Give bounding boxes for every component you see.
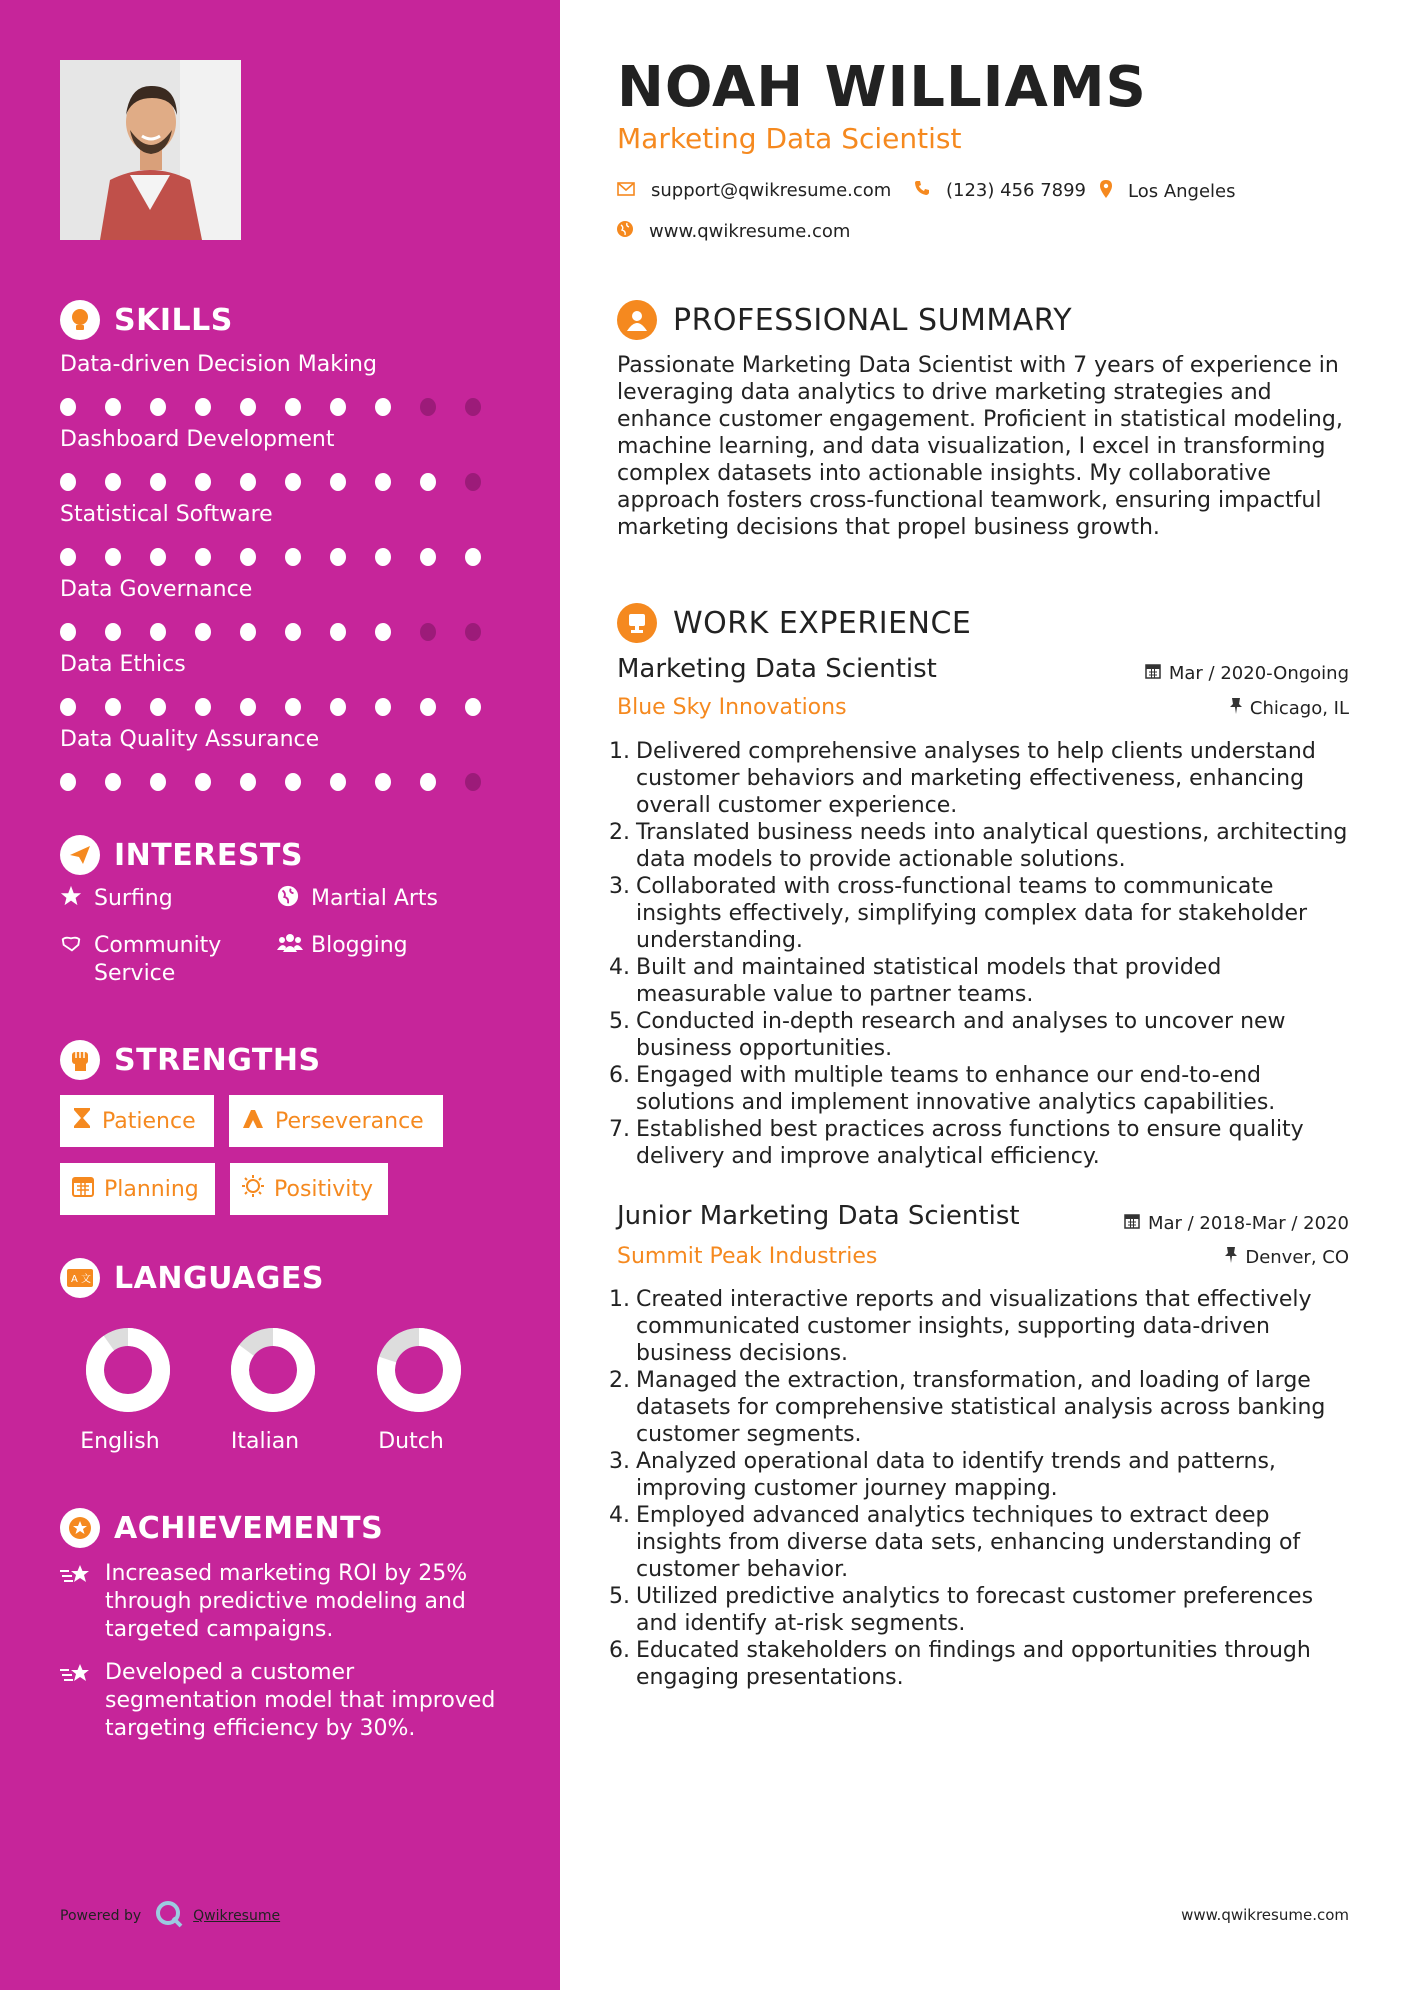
achievement-item: Developed a customer segmentation model that improved targeting efficiency by 30%.: [60, 1659, 500, 1743]
job-duties: [609, 738, 1352, 1170]
skill-dot-filled: [420, 473, 436, 491]
skill-rating: [60, 698, 510, 716]
skill-dot-filled: [330, 698, 346, 716]
skill-dot-filled: [150, 398, 166, 416]
skill-dot-filled: [60, 773, 76, 791]
skill-dot-filled: [285, 398, 301, 416]
skill-dot-filled: [60, 698, 76, 716]
fist-icon: [60, 1040, 100, 1080]
skill-dot-filled: [150, 548, 166, 566]
skill-item: Data Quality Assurance: [60, 727, 510, 791]
interest-item: Surfing: [60, 885, 173, 915]
candidate-name: NOAH WILLIAMS: [617, 55, 1147, 120]
skill-dot-filled: [240, 548, 256, 566]
skill-dot-filled: [375, 623, 391, 641]
skill-dot-filled: [420, 773, 436, 791]
skill-dot-empty: [420, 623, 436, 641]
job-duties: [609, 1286, 1352, 1691]
skill-dot-filled: [195, 398, 211, 416]
skill-dot-empty: [465, 473, 481, 491]
skill-item: Dashboard Development: [60, 427, 510, 491]
skill-dot-filled: [330, 473, 346, 491]
pushpin-icon: [1230, 698, 1250, 719]
duty-item: [609, 1116, 1352, 1170]
map-pin-icon: [1100, 180, 1128, 203]
duty-number: 6.: [609, 1638, 630, 1663]
skill-dot-filled: [420, 698, 436, 716]
duty-number: 4.: [609, 955, 630, 980]
language-item: English: [60, 1325, 180, 1454]
duty-number: 5.: [609, 1584, 630, 1609]
languages-heading: A 文 LANGUAGES: [60, 1258, 324, 1298]
language-item: Italian: [205, 1325, 325, 1454]
svg-text:文: 文: [81, 1274, 91, 1285]
ring-fill: [95, 1337, 161, 1403]
skill-dot-filled: [195, 623, 211, 641]
star-icon: [60, 885, 94, 915]
duty-item: [609, 819, 1352, 873]
skill-dot-filled: [285, 698, 301, 716]
achievements-heading: ACHIEVEMENTS: [60, 1508, 383, 1548]
duty-text: Created interactive reports and visualizations that effectively communicated customer insights, supporting data-driven business decisions.: [636, 1287, 1312, 1366]
job-location: Chicago, IL: [1230, 698, 1349, 719]
calendar-icon: [1124, 1213, 1148, 1234]
interest-item: Community Service: [60, 932, 260, 988]
interest-item: Blogging: [277, 932, 408, 962]
interest-item: Martial Arts: [277, 885, 438, 915]
skill-rating: [60, 473, 510, 491]
duty-number: 6.: [609, 1063, 630, 1088]
duty-item: [609, 1062, 1352, 1116]
skill-dot-filled: [240, 473, 256, 491]
duty-number: 2.: [609, 820, 630, 845]
summary-heading: PROFESSIONAL SUMMARY: [617, 300, 1072, 340]
qwikresume-logo-icon: [155, 1900, 183, 1932]
experience-heading: WORK EXPERIENCE: [617, 603, 971, 643]
skill-dot-filled: [105, 548, 121, 566]
skill-dot-empty: [465, 398, 481, 416]
strength-badge: Perseverance: [229, 1095, 443, 1147]
duty-text: Engaged with multiple teams to enhance our end-to-end solutions and implement innovative analytics capabilities.: [636, 1063, 1276, 1115]
job-dates: Mar / 2020-Ongoing: [1145, 663, 1349, 684]
candidate-role: Marketing Data Scientist: [617, 122, 962, 155]
duty-item: [609, 1583, 1352, 1637]
skill-dot-filled: [150, 698, 166, 716]
skill-dot-filled: [465, 548, 481, 566]
skill-dot-filled: [285, 548, 301, 566]
skill-item: Data-driven Decision Making: [60, 352, 510, 416]
skill-dot-filled: [375, 773, 391, 791]
summary-text: Passionate Marketing Data Scientist with 7 years of experience in leveraging data analytics to drive marketing strategies and enhance customer engagement. Proficient in statistical modeling, machine learning, and data visualization, I excel in transforming complex datasets into actionable insights. My collaborative approach fosters cross-functional teamwork, ensuring impactful marketing decisions that propel business growth.: [617, 353, 1343, 540]
shooting-star-icon: [60, 1560, 105, 1644]
skill-dot-filled: [60, 548, 76, 566]
duty-text: Managed the extraction, transformation, and loading of large datasets for comprehensive statistical analysis across banking customer segments.: [636, 1368, 1326, 1447]
skill-dot-filled: [150, 623, 166, 641]
duty-item: [609, 1502, 1352, 1583]
hourglass-icon: [72, 1107, 102, 1135]
website-link[interactable]: www.qwikresume.com: [649, 221, 851, 242]
profile-photo: [60, 60, 241, 240]
pushpin-icon: [1225, 1247, 1245, 1268]
globe-icon: [617, 221, 649, 242]
skill-dot-filled: [330, 548, 346, 566]
skill-dot-filled: [330, 623, 346, 641]
shooting-star-icon: [60, 1659, 105, 1743]
duty-text: Analyzed operational data to identify trends and patterns, improving customer journey mapping.: [636, 1449, 1276, 1501]
skills-heading: SKILLS: [60, 300, 233, 340]
skill-dot-filled: [240, 398, 256, 416]
translate-icon: [60, 1258, 100, 1298]
duty-item: [609, 873, 1352, 954]
skill-dot-filled: [60, 473, 76, 491]
paper-plane-icon: [60, 835, 100, 875]
strength-badge: Positivity: [230, 1163, 388, 1215]
skill-dot-filled: [375, 398, 391, 416]
skill-dot-filled: [195, 773, 211, 791]
skill-dot-filled: [420, 548, 436, 566]
globe-icon: [277, 885, 311, 915]
skill-item: Statistical Software: [60, 502, 510, 566]
climber-icon: [241, 1108, 275, 1134]
duty-text: Conducted in-depth research and analyses to uncover new business opportunities.: [636, 1009, 1286, 1061]
job-location: Denver, CO: [1225, 1247, 1349, 1268]
skill-rating: [60, 548, 510, 566]
sun-icon: [242, 1175, 274, 1203]
skill-dot-filled: [240, 623, 256, 641]
duty-number: 7.: [609, 1117, 630, 1142]
briefcase-icon: [617, 603, 657, 643]
duty-number: 2.: [609, 1368, 630, 1393]
calendar-icon: [72, 1175, 104, 1203]
duty-text: Employed advanced analytics techniques to extract deep insights from diverse data sets, enhancing understanding of customer behavior.: [636, 1503, 1301, 1582]
skill-dot-filled: [105, 623, 121, 641]
language-proficiency-ring: [228, 1325, 318, 1415]
duty-text: Utilized predictive analytics to forecast customer preferences and identify at-risk segments.: [636, 1584, 1314, 1636]
calendar-icon: [1145, 663, 1169, 684]
skill-item: Data Ethics: [60, 652, 510, 716]
duty-text: Built and maintained statistical models that provided measurable value to partner teams.: [636, 955, 1222, 1007]
skill-dot-filled: [285, 773, 301, 791]
trophy-star-icon: [60, 1508, 100, 1548]
contact-website: [617, 221, 850, 242]
footer-website[interactable]: www.qwikresume.com: [1181, 1906, 1349, 1924]
skill-dot-filled: [240, 698, 256, 716]
skill-dot-filled: [285, 623, 301, 641]
handshake-icon: [60, 932, 94, 988]
duty-item: [609, 954, 1352, 1008]
skill-item: Data Governance: [60, 577, 510, 641]
duty-text: Collaborated with cross-functional teams to communicate insights effectively, simplifying complex data for stakeholder understanding.: [636, 874, 1308, 953]
skill-dot-filled: [195, 698, 211, 716]
duty-number: 3.: [609, 1449, 630, 1474]
skill-dot-filled: [375, 473, 391, 491]
duty-text: Translated business needs into analytical questions, architecting data models to provide actionable solutions.: [636, 820, 1348, 872]
duty-number: 4.: [609, 1503, 630, 1528]
skill-dot-empty: [465, 773, 481, 791]
duty-item: [609, 1008, 1352, 1062]
job-title: Junior Marketing Data Scientist: [617, 1201, 1020, 1231]
contact-location: Los Angeles: [1100, 180, 1236, 203]
skill-dot-empty: [420, 398, 436, 416]
email-link[interactable]: support@qwikresume.com: [651, 180, 892, 201]
duty-item: [609, 1367, 1352, 1448]
user-icon: [617, 300, 657, 340]
skill-dot-filled: [240, 773, 256, 791]
strength-badge: Patience: [60, 1095, 214, 1147]
duty-number: 1.: [609, 1287, 630, 1312]
skill-dot-filled: [105, 773, 121, 791]
company-name: Summit Peak Industries: [617, 1244, 878, 1269]
duty-item: [609, 1448, 1352, 1502]
skill-rating: [60, 623, 510, 641]
skill-rating: [60, 398, 510, 416]
language-proficiency-ring: [83, 1325, 173, 1415]
svg-text:A: A: [71, 1274, 78, 1285]
skill-dot-empty: [465, 623, 481, 641]
skill-dot-filled: [150, 773, 166, 791]
users-icon: [277, 932, 311, 962]
job-dates: Mar / 2018-Mar / 2020: [1124, 1213, 1349, 1234]
job-title: Marketing Data Scientist: [617, 654, 937, 684]
sidebar: [0, 0, 560, 1990]
duty-text: Delivered comprehensive analyses to help clients understand customer behaviors and marketing effectiveness, enhancing overall customer experience.: [636, 739, 1316, 818]
duty-number: 5.: [609, 1009, 630, 1034]
duty-number: 1.: [609, 739, 630, 764]
skill-dot-filled: [330, 773, 346, 791]
skill-dot-filled: [195, 548, 211, 566]
duty-item: [609, 1637, 1352, 1691]
duty-text: Educated stakeholders on findings and opportunities through engaging presentations.: [636, 1638, 1311, 1690]
duty-number: 3.: [609, 874, 630, 899]
skill-dot-filled: [105, 398, 121, 416]
lightbulb-icon: [60, 300, 100, 340]
skill-dot-filled: [150, 473, 166, 491]
skill-dot-filled: [105, 698, 121, 716]
skill-dot-filled: [330, 398, 346, 416]
company-name: Blue Sky Innovations: [617, 695, 847, 720]
duty-text: Established best practices across functions to ensure quality delivery and improve analytical efficiency.: [636, 1117, 1304, 1169]
strengths-heading: STRENGTHS: [60, 1040, 321, 1080]
skill-dot-filled: [60, 398, 76, 416]
contact-email: [617, 180, 891, 201]
duty-item: [609, 1286, 1352, 1367]
skill-dot-filled: [195, 473, 211, 491]
skill-dot-filled: [375, 698, 391, 716]
skill-dot-filled: [60, 623, 76, 641]
skill-dot-filled: [375, 548, 391, 566]
language-item: Dutch: [351, 1325, 471, 1454]
strength-badge: Planning: [60, 1163, 215, 1215]
powered-by: Powered by Qwikresume: [60, 1900, 280, 1932]
skill-rating: [60, 773, 510, 791]
language-proficiency-ring: [374, 1325, 464, 1415]
envelope-icon: [617, 180, 651, 201]
skill-dot-filled: [105, 473, 121, 491]
duty-item: [609, 738, 1352, 819]
achievement-item: Increased marketing ROI by 25% through predictive modeling and targeted campaigns.: [60, 1560, 500, 1644]
qwikresume-link[interactable]: Qwikresume: [193, 1908, 281, 1924]
skill-dot-filled: [465, 698, 481, 716]
contact-phone: (123) 456 7899: [914, 180, 1086, 201]
phone-icon: [914, 180, 946, 201]
interests-heading: INTERESTS: [60, 835, 303, 875]
skill-dot-filled: [285, 473, 301, 491]
